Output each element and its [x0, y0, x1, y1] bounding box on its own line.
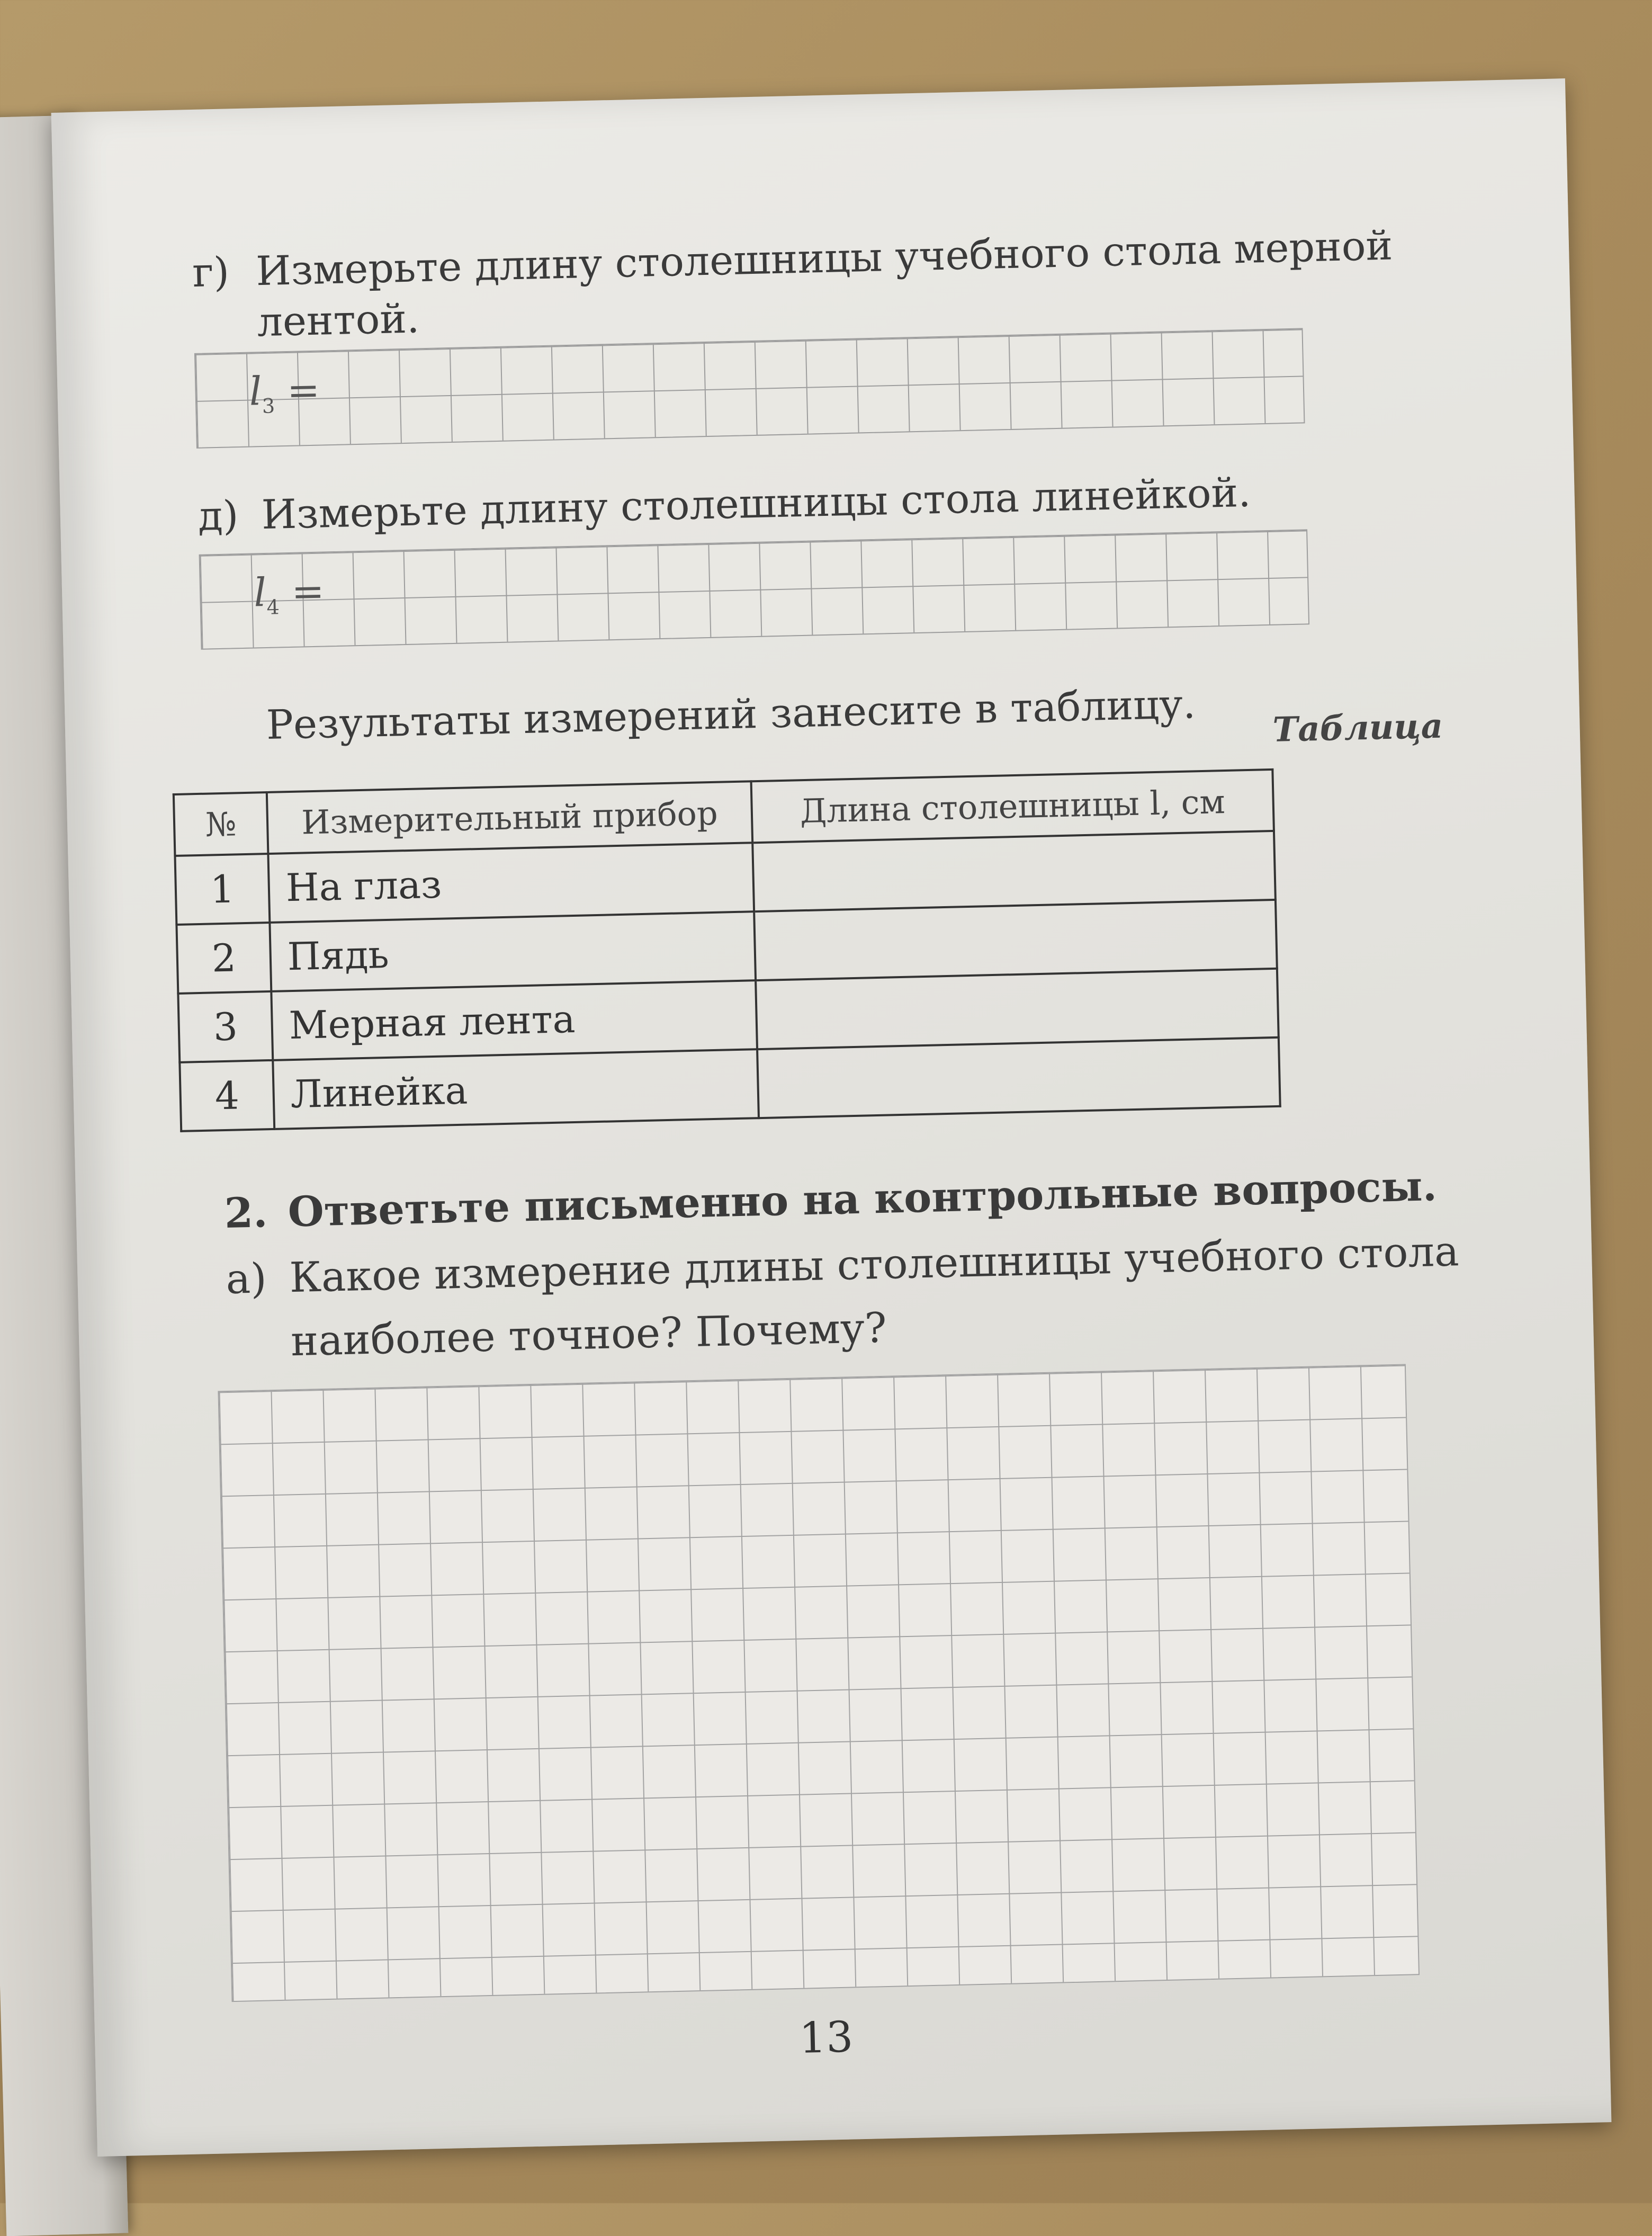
task-g-text-line1: Измерьте длину столешницы учебного стола мерной	[255, 221, 1394, 295]
formula-l3-eq: =	[286, 367, 320, 414]
row-device: Линейка	[273, 1049, 759, 1129]
header-length: Длина столешницы l, см	[751, 770, 1274, 843]
task-d-text: Измерьте длину столешницы стола линейкой.	[261, 468, 1252, 539]
answer-field-l4[interactable]	[199, 529, 1310, 649]
header-device: Измерительный прибор	[267, 781, 752, 854]
row-length-input[interactable]	[754, 900, 1277, 980]
formula-l4-sub: 4	[266, 595, 280, 619]
formula-l3-var: l	[248, 369, 263, 415]
row-number: 3	[178, 991, 273, 1062]
results-instruction: Результаты измерений занесите в таблицу.	[265, 680, 1196, 749]
header-number: №	[174, 792, 268, 856]
question-2a-marker: а)	[225, 1255, 267, 1304]
row-length-input[interactable]	[756, 969, 1279, 1049]
formula-l3	[249, 368, 320, 418]
question-2-text: Ответьте письменно на контрольные вопросы.	[287, 1162, 1438, 1237]
task-g-marker: г)	[192, 248, 230, 296]
row-device: Мерная лента	[271, 980, 757, 1060]
question-2-number: 2.	[223, 1188, 268, 1238]
row-device: На глаз	[268, 843, 754, 923]
row-length-input[interactable]	[757, 1037, 1280, 1118]
row-number: 4	[179, 1060, 274, 1131]
row-number: 2	[176, 923, 271, 994]
table-caption: Таблица	[1272, 706, 1443, 750]
measurement-table	[173, 768, 1281, 1132]
task-d-marker: д)	[197, 491, 239, 540]
question-2a-text: Какое измерение длины столешницы учебного стола наиболее точное? Почему?	[289, 1228, 1460, 1366]
formula-l4	[253, 568, 325, 619]
formula-l4-eq: =	[291, 568, 325, 615]
answer-grid[interactable]	[218, 1364, 1420, 2002]
row-device: Пядь	[270, 911, 756, 991]
task-g-text-line2: лентой.	[256, 294, 420, 346]
row-length-input[interactable]	[752, 831, 1276, 911]
page-number: 13	[798, 2012, 854, 2063]
formula-l4-var: l	[253, 569, 267, 616]
formula-l3-sub: 3	[262, 394, 275, 418]
row-number: 1	[175, 854, 270, 925]
workbook-page	[51, 78, 1612, 2157]
